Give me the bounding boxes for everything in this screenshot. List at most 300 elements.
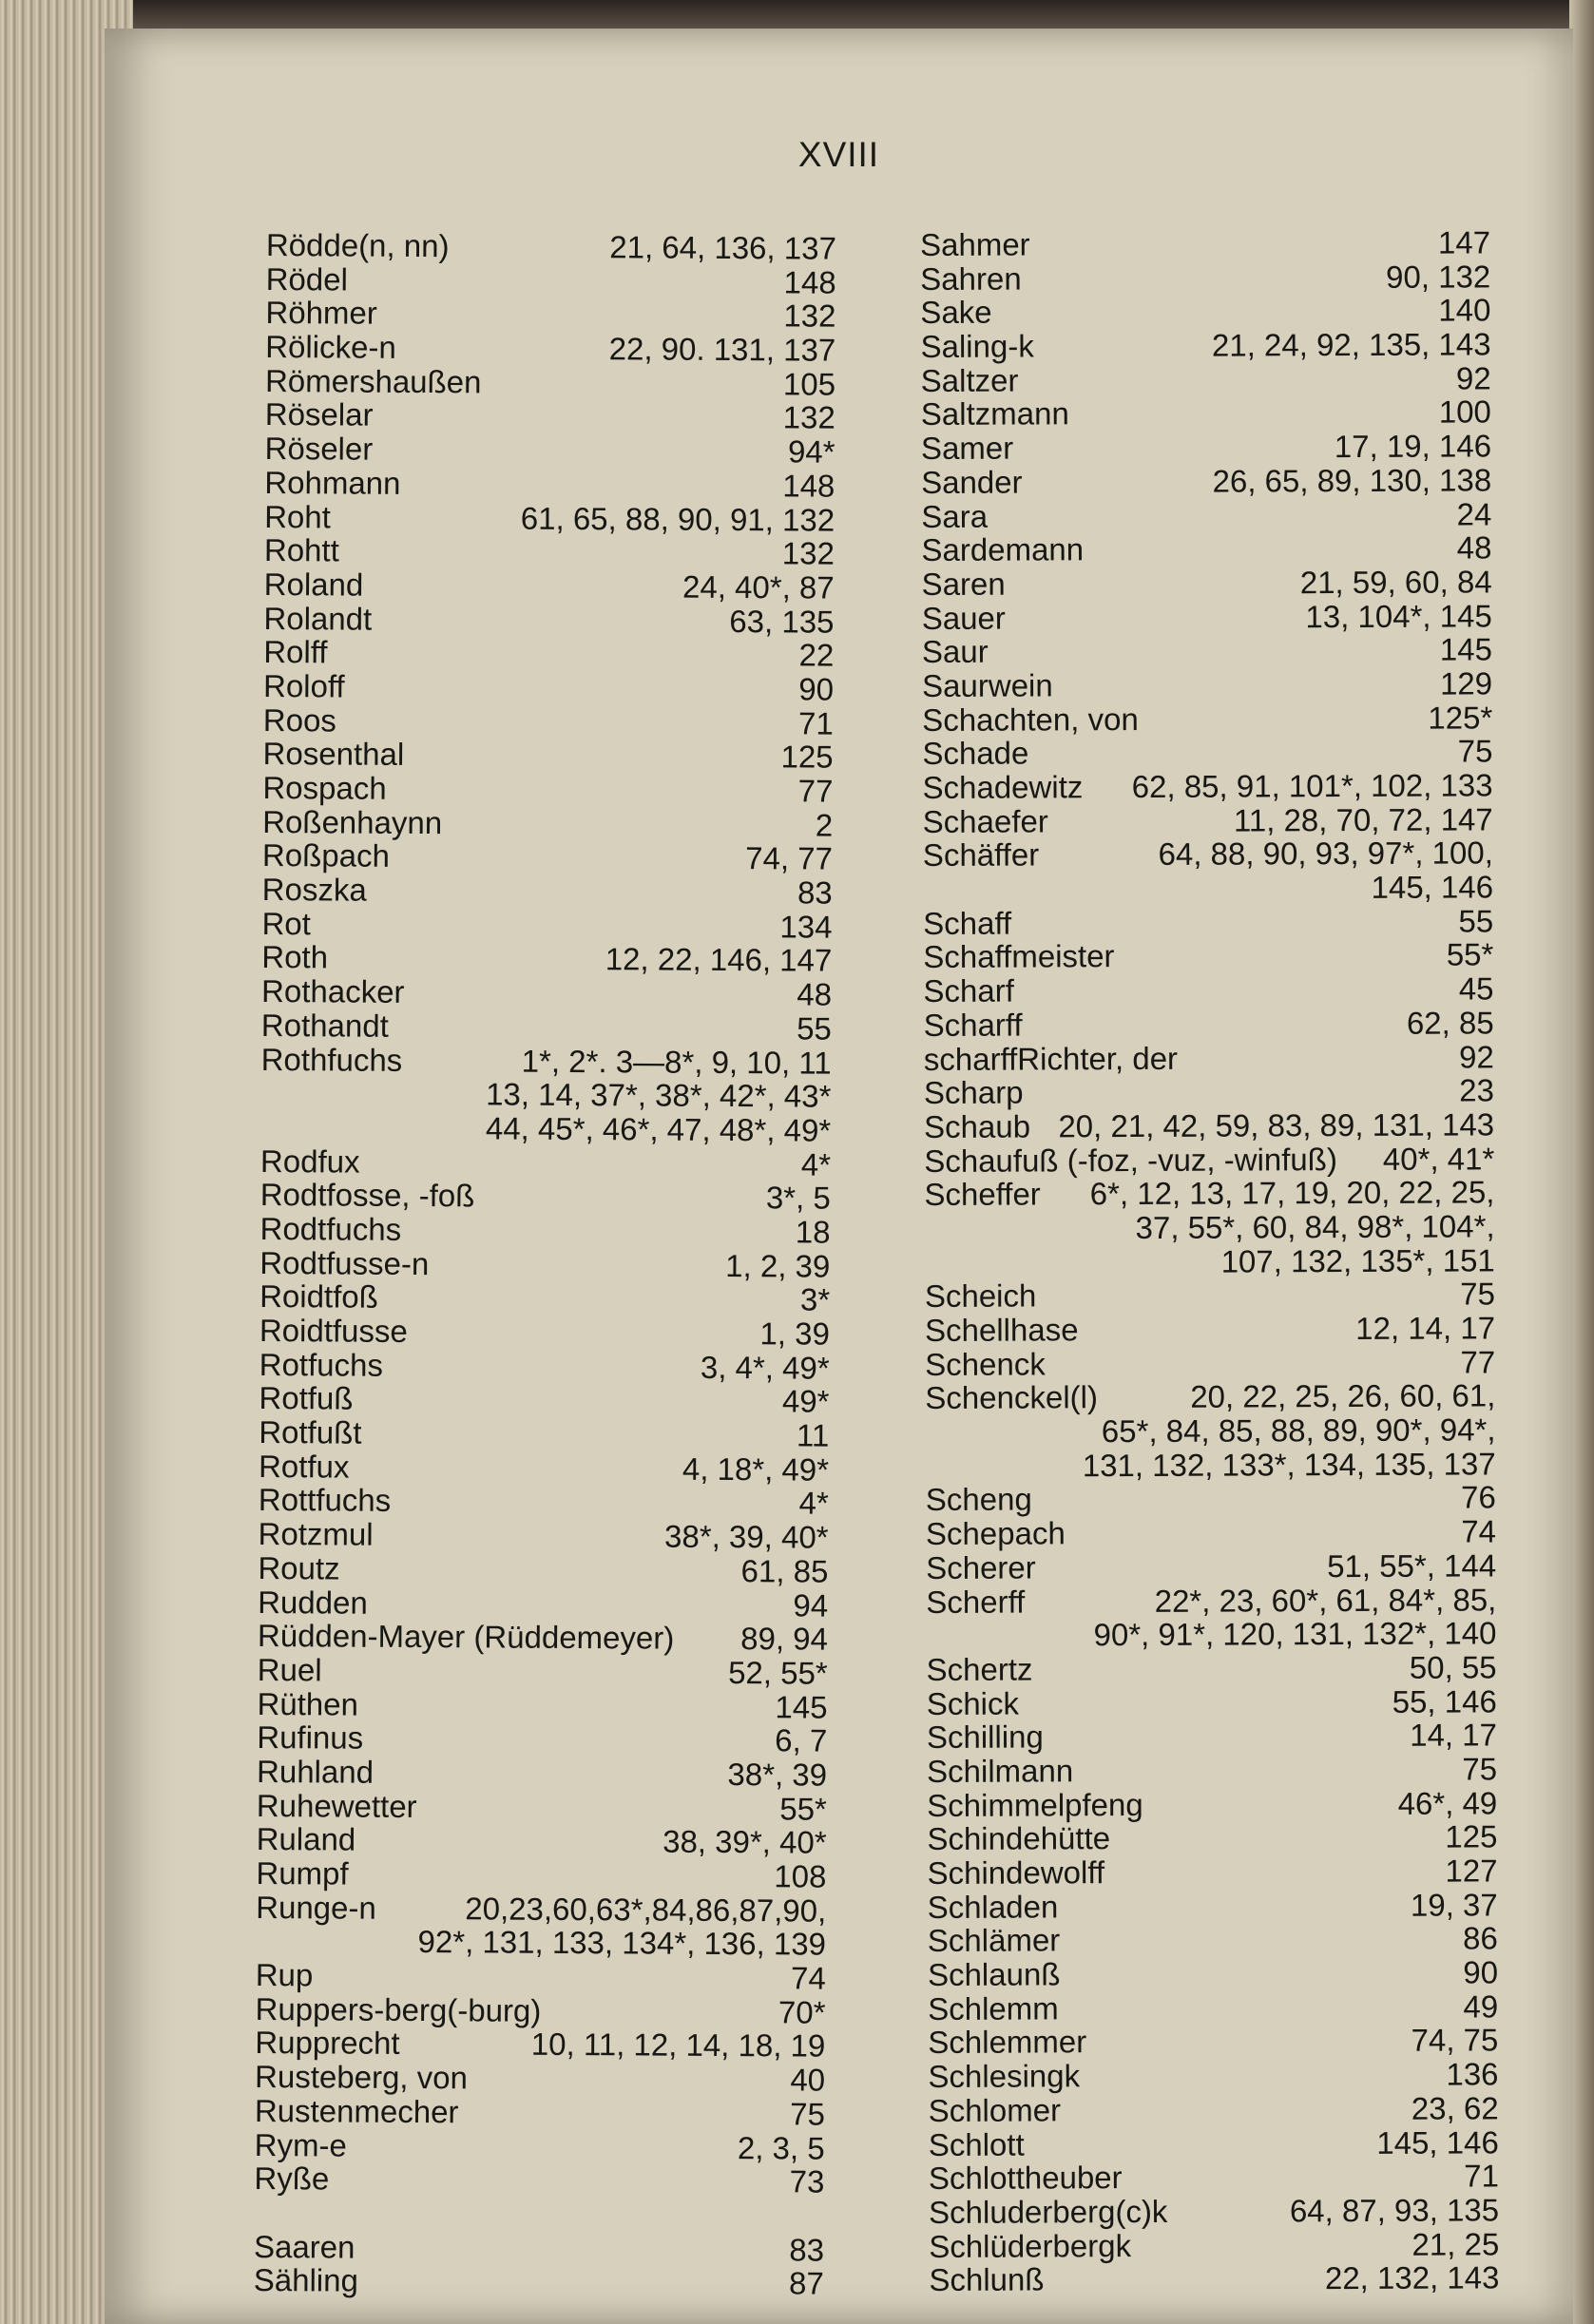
entry-name: Ruhewetter xyxy=(256,1787,417,1824)
index-entry xyxy=(262,771,833,808)
entry-pages: 12, 22, 146, 147 xyxy=(605,941,833,979)
entry-name: Roßpach xyxy=(261,837,390,874)
index-entry xyxy=(259,1212,830,1249)
index-entry xyxy=(263,635,834,672)
entry-name: Rotfux xyxy=(258,1448,350,1485)
entry-pages: 108 xyxy=(774,1858,827,1894)
entry-name: Schaufuß (-foz, -vuz, -winfuß) xyxy=(924,1141,1337,1179)
entry-name: Rothfuchs xyxy=(260,1041,403,1078)
entry-name: Routz xyxy=(258,1549,340,1586)
index-entry xyxy=(256,1924,826,1961)
entry-name: Sardemann xyxy=(921,531,1085,568)
entry-pages: 74 xyxy=(1461,1513,1497,1549)
entry-pages: 62, 85, 91, 101*, 102, 133 xyxy=(1131,767,1493,805)
entry-name: Ruland xyxy=(256,1821,356,1857)
entry-name: Rotzmul xyxy=(258,1516,374,1552)
index-page xyxy=(105,29,1573,2324)
entry-pages: 55 xyxy=(1458,903,1494,939)
right-index-column xyxy=(920,225,1499,2297)
entry-name: Rohtt xyxy=(263,532,339,568)
index-entry xyxy=(264,533,835,570)
index-entry xyxy=(265,364,835,401)
entry-name: Rothandt xyxy=(260,1007,389,1044)
entry-pages: 38, 39*, 40* xyxy=(663,1823,827,1860)
index-entry xyxy=(929,2227,1499,2263)
entry-name: Rohmann xyxy=(264,464,401,501)
index-entry xyxy=(262,838,833,875)
index-entry xyxy=(257,1755,827,1792)
entry-name: Ruel xyxy=(257,1651,322,1688)
entry-pages: 77 xyxy=(1460,1344,1496,1380)
entry-pages: 55* xyxy=(1446,936,1494,973)
index-entry xyxy=(924,1040,1494,1076)
index-entry xyxy=(255,2127,825,2164)
index-entry xyxy=(922,768,1492,804)
index-entry xyxy=(259,1279,830,1316)
entry-name: Runge-n xyxy=(256,1889,376,1926)
entry-name: Schindewolff xyxy=(927,1854,1105,1891)
entry-pages: 1, 2, 39 xyxy=(725,1247,831,1284)
entry-pages: 63, 135 xyxy=(729,603,835,640)
entry-pages: 107, 132, 135*, 151 xyxy=(1220,1241,1495,1279)
entry-pages: 49 xyxy=(1463,1988,1499,2025)
entry-pages: 19, 37 xyxy=(1410,1887,1498,1923)
entry-pages: 55 xyxy=(797,1010,832,1047)
entry-name: Rölicke-n xyxy=(265,329,396,365)
index-entry xyxy=(925,1412,1495,1449)
entry-pages: 26, 65, 89, 130, 138 xyxy=(1212,462,1492,499)
entry-pages: 21, 24, 92, 135, 143 xyxy=(1211,326,1491,363)
entry-pages: 129 xyxy=(1439,665,1493,701)
index-entry xyxy=(927,1752,1497,1788)
entry-pages: 132 xyxy=(781,535,835,571)
entry-pages: 77 xyxy=(797,773,834,809)
entry-name: Rodfux xyxy=(259,1143,360,1180)
entry-name: Rotfußt xyxy=(259,1414,362,1450)
entry-name: Schick xyxy=(926,1685,1020,1721)
entry-pages: 13, 104*, 145 xyxy=(1305,597,1492,634)
entry-pages: 22 xyxy=(798,637,835,673)
entry-pages: 145 xyxy=(775,1688,828,1725)
entry-pages: 23, 62 xyxy=(1411,2090,1499,2126)
entry-pages: 71 xyxy=(1464,2158,1500,2194)
entry-name: Roßenhaynn xyxy=(262,803,443,840)
entry-pages: 145, 146 xyxy=(1376,2123,1499,2161)
index-entry xyxy=(922,565,1492,601)
entry-name: Rym-e xyxy=(254,2126,347,2163)
entry-name: Röhmer xyxy=(265,295,377,332)
index-entry xyxy=(265,397,835,434)
index-entry xyxy=(920,259,1490,296)
entry-name: Rotfuchs xyxy=(259,1346,384,1383)
index-entry xyxy=(929,2193,1499,2229)
entry-name: Sake xyxy=(920,295,992,331)
entry-pages: 90 xyxy=(1463,1954,1499,1990)
entry-name: Roidtfusse xyxy=(259,1312,408,1349)
index-entry xyxy=(259,1348,830,1385)
entry-name: Schepach xyxy=(925,1515,1066,1552)
index-entry xyxy=(924,1142,1494,1178)
entry-name: Scheich xyxy=(924,1277,1037,1315)
entry-name: Roos xyxy=(262,701,336,739)
entry-pages: 134 xyxy=(779,909,833,945)
index-entry xyxy=(266,262,836,299)
index-entry xyxy=(920,225,1490,261)
entry-name: Sahren xyxy=(920,260,1022,297)
entry-name: Schenck xyxy=(925,1346,1046,1382)
entry-pages: 40*, 41* xyxy=(1382,1140,1495,1177)
entry-name: Rusteberg, von xyxy=(255,2059,469,2096)
index-entry xyxy=(257,1789,827,1826)
entry-pages: 1, 39 xyxy=(759,1316,831,1352)
entry-pages: 61, 85 xyxy=(740,1552,829,1589)
entry-name: Sander xyxy=(921,464,1023,500)
index-entry xyxy=(925,1277,1495,1314)
entry-pages: 105 xyxy=(782,366,836,402)
entry-name: Schaefer xyxy=(922,803,1048,839)
entry-name: Sara xyxy=(921,498,989,534)
entry-pages: 92*, 131, 133, 134*, 136, 139 xyxy=(417,1924,827,1963)
entry-pages: 145, 146 xyxy=(1371,869,1494,905)
index-entry xyxy=(921,395,1491,432)
entry-pages: 55, 146 xyxy=(1392,1682,1497,1719)
entry-name: Schilling xyxy=(926,1719,1044,1756)
entry-pages: 20,23,60,63*,84,86,87,90, xyxy=(465,1890,827,1929)
entry-pages: 46*, 49 xyxy=(1397,1784,1498,1821)
entry-name: scharffRichter, der xyxy=(923,1040,1179,1077)
entry-name: Schlemmer xyxy=(928,2024,1087,2061)
entry-name: Rothacker xyxy=(260,973,405,1010)
entry-pages: 83 xyxy=(797,874,833,911)
entry-pages: 86 xyxy=(1463,1920,1498,1956)
index-entry xyxy=(926,1481,1496,1517)
index-entry xyxy=(261,1042,832,1079)
entry-name: Schladen xyxy=(927,1889,1059,1925)
entry-name: Saaren xyxy=(253,2228,355,2265)
entry-name: Scheng xyxy=(925,1481,1032,1518)
index-entry xyxy=(922,735,1492,771)
index-entry xyxy=(259,1415,829,1452)
entry-pages: 92 xyxy=(1455,360,1491,396)
left-index-column xyxy=(254,228,836,2301)
entry-name: Roidtfoß xyxy=(259,1278,378,1316)
index-entry xyxy=(255,2060,825,2097)
entry-name: Saling-k xyxy=(920,328,1034,365)
index-entry xyxy=(258,1653,828,1690)
entry-name: Scheffer xyxy=(924,1176,1041,1213)
index-entry xyxy=(254,2196,824,2233)
index-entry xyxy=(258,1551,828,1588)
entry-pages: 132 xyxy=(782,399,835,436)
entry-name: Schaub xyxy=(924,1108,1031,1144)
entry-name: Schlesingk xyxy=(928,2058,1081,2095)
entry-name: Rodtfusse-n xyxy=(259,1244,430,1281)
index-entry xyxy=(262,873,833,910)
entry-pages: 90*, 91*, 120, 131, 132*, 140 xyxy=(1093,1615,1497,1653)
index-entry xyxy=(261,974,832,1011)
entry-pages: 125* xyxy=(1428,700,1493,736)
index-entry xyxy=(928,1888,1498,1924)
entry-name: Schlemm xyxy=(928,1990,1059,2026)
entry-pages: 24 xyxy=(1456,495,1492,532)
entry-pages: 65*, 84, 85, 88, 89, 90*, 94*, xyxy=(1101,1412,1496,1450)
entry-pages: 127 xyxy=(1445,1853,1498,1889)
entry-pages: 87 xyxy=(788,2265,824,2301)
index-entry xyxy=(260,1144,831,1181)
index-entry xyxy=(923,870,1493,906)
entry-pages: 20, 21, 42, 59, 83, 89, 131, 143 xyxy=(1058,1106,1495,1144)
index-entry xyxy=(266,228,836,265)
entry-pages: 83 xyxy=(789,2231,825,2268)
index-entry xyxy=(258,1585,828,1622)
entry-pages: 24, 40*, 87 xyxy=(682,568,835,605)
entry-pages: 71 xyxy=(797,705,834,741)
entry-pages: 23 xyxy=(1459,1072,1495,1108)
entry-name: Schilmann xyxy=(927,1753,1074,1789)
entry-pages: 44, 45*, 46*, 47, 48*, 49* xyxy=(485,1110,832,1148)
entry-pages: 62, 85 xyxy=(1406,1005,1494,1041)
entry-name: Rüthen xyxy=(257,1685,359,1722)
entry-pages: 22*, 23, 60*, 61, 84*, 85, xyxy=(1154,1581,1497,1619)
entry-pages: 10, 11, 12, 14, 18, 19 xyxy=(530,2026,826,2065)
index-entry xyxy=(261,940,832,977)
entry-name: Roland xyxy=(263,566,364,603)
index-entry xyxy=(922,666,1492,702)
entry-pages: 140 xyxy=(1438,292,1491,328)
entry-pages: 14, 17 xyxy=(1410,1717,1498,1754)
entry-name: Rospach xyxy=(262,769,387,806)
entry-pages: 49* xyxy=(781,1383,830,1420)
index-entry xyxy=(928,1955,1498,1991)
entry-name: Schluderberg(c)k xyxy=(929,2193,1168,2230)
index-entry xyxy=(927,1650,1497,1686)
entry-pages: 1*, 2*. 3—8*, 9, 10, 11 xyxy=(521,1043,832,1081)
index-entry xyxy=(259,1483,829,1520)
entry-name: Saltzmann xyxy=(920,395,1069,432)
entry-pages: 21, 25 xyxy=(1412,2225,1500,2262)
entry-name: Rödel xyxy=(265,260,349,298)
entry-pages: 73 xyxy=(789,2163,825,2199)
entry-name: Rolandt xyxy=(263,600,373,637)
index-entry xyxy=(928,1922,1498,1958)
index-entry xyxy=(921,497,1491,533)
index-entry xyxy=(261,1008,832,1046)
entry-pages: 94* xyxy=(787,433,835,470)
entry-name: Schertz xyxy=(926,1651,1033,1687)
index-entry xyxy=(923,836,1493,873)
entry-pages: 51, 55*, 144 xyxy=(1327,1547,1497,1584)
entry-name: Rupprecht xyxy=(255,2025,400,2062)
entry-pages: 64, 88, 90, 93, 97*, 100, xyxy=(1158,835,1493,873)
entry-name: Schenckel(l) xyxy=(925,1379,1099,1416)
entry-name: Rottfuchs xyxy=(258,1482,392,1519)
entry-name: Roht xyxy=(264,498,331,534)
entry-pages: 148 xyxy=(783,264,836,300)
index-entry xyxy=(924,1006,1494,1042)
entry-pages: 22, 90. 131, 137 xyxy=(608,331,836,368)
entry-name: Scherff xyxy=(926,1584,1026,1620)
index-entry xyxy=(263,703,834,740)
entry-pages: 40 xyxy=(790,2062,826,2098)
entry-pages: 13, 14, 37*, 38*, 42*, 43* xyxy=(486,1076,832,1114)
entry-name: Scharff xyxy=(923,1007,1023,1043)
entry-name: Schadewitz xyxy=(922,769,1084,805)
index-entry xyxy=(921,531,1491,567)
entry-name: Schade xyxy=(922,735,1029,772)
index-entry xyxy=(929,2261,1499,2297)
entry-name: Rotfuß xyxy=(259,1380,354,1416)
index-entry xyxy=(259,1381,829,1418)
index-entry xyxy=(927,1786,1497,1822)
entry-pages: 52, 55* xyxy=(728,1654,828,1691)
index-entry xyxy=(259,1246,830,1283)
entry-name: Samer xyxy=(920,430,1014,467)
entry-name: Roszka xyxy=(261,872,367,908)
entry-name: Schachten, von xyxy=(922,701,1139,738)
index-entry xyxy=(923,938,1493,974)
entry-pages: 75 xyxy=(1462,1751,1498,1787)
entry-name: Schlaunß xyxy=(927,1956,1061,1993)
index-entry xyxy=(256,1891,826,1928)
index-entry xyxy=(922,633,1492,669)
entry-pages: 74, 75 xyxy=(1411,2022,1499,2059)
entry-name: Rödde(n, nn) xyxy=(265,227,450,264)
entry-name: Schimmelpfeng xyxy=(927,1786,1143,1823)
index-entry xyxy=(261,907,832,944)
entry-name: Rüdden-Mayer (Rüddemeyer) xyxy=(257,1618,675,1656)
entry-pages: 64, 87, 93, 135 xyxy=(1289,2192,1500,2229)
index-entry xyxy=(926,1617,1496,1653)
entry-pages: 136 xyxy=(1446,2056,1499,2092)
entry-pages: 148 xyxy=(782,468,835,504)
index-entry xyxy=(921,361,1491,397)
entry-pages: 48 xyxy=(1456,529,1492,566)
entry-pages: 11 xyxy=(796,1417,830,1453)
entry-name: Saurwein xyxy=(922,667,1053,703)
index-entry xyxy=(255,2026,825,2063)
entry-name: Saren xyxy=(921,566,1006,602)
entry-name: Sauer xyxy=(921,600,1006,636)
entry-pages: 21, 59, 60, 84 xyxy=(1299,564,1492,601)
entry-pages: 3, 4*, 49* xyxy=(700,1349,830,1386)
entry-name: Schlämer xyxy=(927,1922,1061,1959)
entry-name: Röseler xyxy=(264,431,374,467)
entry-name: Schlottheuber xyxy=(928,2160,1123,2197)
index-entry xyxy=(926,1514,1496,1550)
entry-pages: 89, 94 xyxy=(740,1621,829,1657)
index-entry xyxy=(254,2161,824,2199)
index-entry xyxy=(929,2091,1499,2127)
entry-name: Schlunß xyxy=(929,2261,1045,2298)
entry-pages: 125 xyxy=(1445,1818,1498,1854)
entry-pages: 3* xyxy=(799,1281,831,1317)
entry-name: Roth xyxy=(261,939,329,975)
index-entry xyxy=(265,330,835,367)
entry-name: Saur xyxy=(921,633,989,670)
index-entry xyxy=(263,669,834,706)
index-entry xyxy=(924,1107,1494,1143)
index-entry xyxy=(925,1379,1495,1415)
entry-name: Ruppers-berg(-burg) xyxy=(255,1990,542,2028)
index-entry xyxy=(926,1548,1496,1585)
index-entry xyxy=(256,1958,826,1995)
entry-name: Schlott xyxy=(928,2126,1025,2162)
index-entry xyxy=(929,2160,1499,2196)
entry-name: Scharp xyxy=(923,1074,1024,1111)
entry-name: Rustenmecher xyxy=(254,2092,459,2130)
entry-pages: 2 xyxy=(815,807,834,843)
index-entry xyxy=(264,466,835,503)
entry-name: Rumpf xyxy=(256,1854,349,1892)
entry-pages: 75 xyxy=(790,2096,826,2132)
entry-pages: 75 xyxy=(1460,1276,1495,1312)
index-entry xyxy=(922,701,1492,737)
entry-pages: 61, 65, 88, 90, 91, 132 xyxy=(520,500,835,538)
entry-pages: 76 xyxy=(1461,1479,1496,1515)
entry-pages: 4* xyxy=(800,1146,832,1182)
entry-name: Rodtfosse, -foß xyxy=(259,1177,475,1214)
index-entry xyxy=(925,1311,1495,1347)
entry-name: Scharf xyxy=(923,972,1014,1009)
entry-name: Röselar xyxy=(264,396,374,433)
entry-pages: 6*, 12, 13, 17, 19, 20, 22, 25, xyxy=(1089,1174,1495,1212)
entry-name: Schlomer xyxy=(928,2092,1062,2128)
entry-name: Schaffmeister xyxy=(923,938,1115,975)
entry-pages: 3*, 5 xyxy=(765,1180,831,1216)
index-entry xyxy=(260,1110,831,1147)
entry-name: Schäffer xyxy=(922,836,1040,874)
index-entry xyxy=(922,599,1492,635)
entry-name: Schaff xyxy=(923,905,1012,941)
index-entry xyxy=(921,430,1491,466)
index-entry xyxy=(929,2125,1499,2161)
entry-pages: 20, 22, 25, 26, 60, 61, xyxy=(1190,1377,1496,1415)
index-entry xyxy=(925,1243,1495,1279)
entry-pages: 48 xyxy=(797,976,833,1012)
index-entry xyxy=(263,737,834,774)
entry-name: Rufinus xyxy=(257,1719,364,1756)
entry-pages: 11, 28, 70, 72, 147 xyxy=(1233,801,1493,838)
entry-name: Ryße xyxy=(254,2161,330,2197)
index-entry xyxy=(263,602,834,639)
entry-pages: 145 xyxy=(1439,631,1493,667)
index-entry xyxy=(928,2024,1498,2060)
entry-name: Rup xyxy=(255,1957,314,1993)
page-number: XVIII xyxy=(797,135,880,174)
entry-pages: 75 xyxy=(1457,733,1493,769)
index-entry xyxy=(260,1076,831,1113)
entry-pages: 50, 55 xyxy=(1409,1649,1497,1685)
index-entry xyxy=(257,1822,827,1859)
entry-pages: 74 xyxy=(790,1960,826,1996)
index-entry xyxy=(259,1314,830,1351)
entry-name: Rolff xyxy=(263,634,328,670)
entry-pages: 55* xyxy=(779,1790,827,1827)
index-entry xyxy=(257,1687,827,1724)
entry-pages: 45 xyxy=(1458,970,1494,1007)
entry-name: Saltzer xyxy=(920,362,1019,398)
index-entry xyxy=(923,971,1493,1008)
index-entry xyxy=(926,1583,1496,1619)
entry-name: Rosenthal xyxy=(262,736,405,773)
entry-name: Sähling xyxy=(253,2262,359,2298)
index-entry xyxy=(927,1684,1497,1720)
entry-pages: 74, 77 xyxy=(745,840,834,877)
index-entry xyxy=(927,1853,1497,1890)
index-entry xyxy=(256,1856,826,1893)
entry-pages: 70* xyxy=(778,1994,826,2030)
entry-pages: 38*, 39 xyxy=(727,1756,828,1793)
